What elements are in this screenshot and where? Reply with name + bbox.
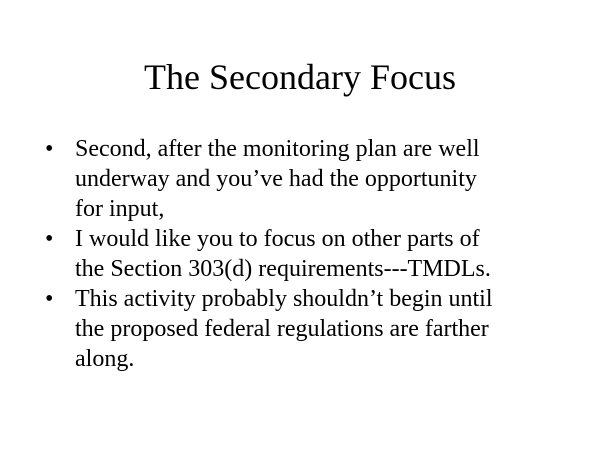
slide-title: The Secondary Focus [144, 57, 456, 97]
bullet-3-line-1: This activity probably shouldn’t begin until [75, 286, 493, 312]
bullet-2-line-2: the Section 303(d) requirements---TMDLs. [75, 256, 491, 282]
bullet-item-1 [45, 134, 575, 224]
bullet-list [45, 134, 575, 374]
bullet-1-line-1: Second, after the monitoring plan are well [75, 136, 480, 162]
bullet-1-line-2: underway and you’ve had the opportunity [75, 166, 477, 192]
bullet-item-2 [45, 224, 575, 284]
bullet-item-3 [45, 284, 575, 374]
bullet-3-line-3: along. [75, 346, 135, 372]
bullet-icon: • [45, 136, 54, 162]
bullet-icon: • [45, 286, 54, 312]
bullet-1-line-3: for input, [75, 196, 165, 222]
bullet-3-line-2: the proposed federal regulations are farther [75, 316, 489, 342]
bullet-2-line-1: I would like you to focus on other parts of [75, 226, 480, 252]
bullet-icon: • [45, 226, 54, 252]
